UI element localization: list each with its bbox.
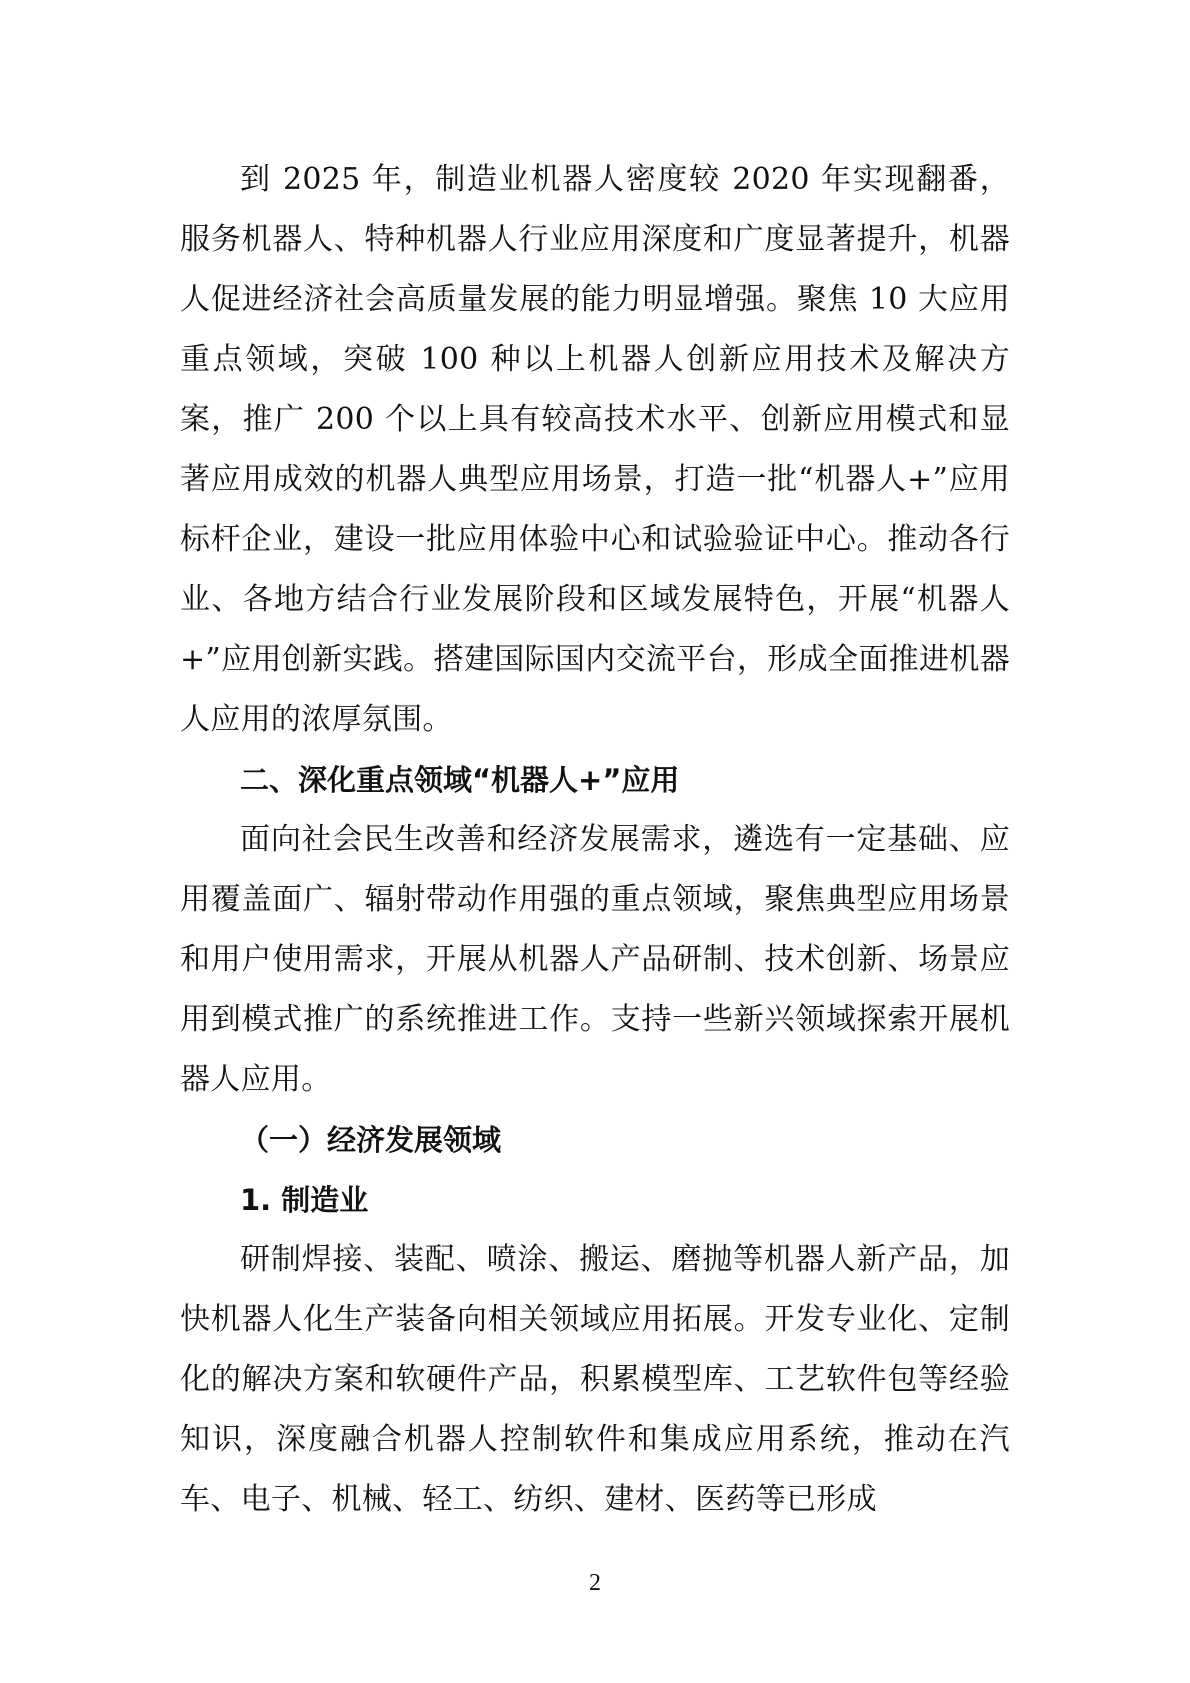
page-number: 2 — [589, 1570, 601, 1596]
item-heading: 1. 制造业 — [240, 1183, 369, 1217]
body-paragraph: 到 2025 年，制造业机器人密度较 2020 年实现翻番，服务机器人、特种机器人行业应用深度和广度显著提升，机器人促进经济社会高质量发展的能力明显增强。聚焦 10 大应用重点领域，突破 100 种以上机器人创新应用技术及解决方案，推广 200 个以上具有较高技术水平、创新应用模式和显著应用成效的机器人典型应用场景，打造一批“机器人+”应用标杆企业，建设一批应用体验中心和试验验证中心。推动各行业、各地方结合行业发展阶段和区域发展特色，开展“机器人+”应用创新实践。搭建国际国内交流平台，形成全面推进机器人应用的浓厚氛围。 — [180, 162, 1010, 737]
body-paragraph: 面向社会民生改善和经济发展需求，遴选有一定基础、应用覆盖面广、辐射带动作用强的重点领域，聚焦典型应用场景和用户使用需求，开展从机器人产品研制、技术创新、场景应用到模式推广的系统推进工作。支持一些新兴领域探索开展机器人应用。 — [180, 822, 1010, 1097]
subsection-heading: （一）经济发展领域 — [240, 1123, 502, 1157]
document-body — [180, 150, 1010, 1530]
section-heading: 二、深化重点领域“机器人+”应用 — [240, 763, 680, 797]
body-paragraph: 研制焊接、装配、喷涂、搬运、磨抛等机器人新产品，加快机器人化生产装备向相关领域应用拓展。开发专业化、定制化的解决方案和软硬件产品，积累模型库、工艺软件包等经验知识，深度融合机器人控制软件和集成应用系统，推动在汽车、电子、机械、轻工、纺织、建材、医药等已形成 — [180, 1242, 1010, 1517]
